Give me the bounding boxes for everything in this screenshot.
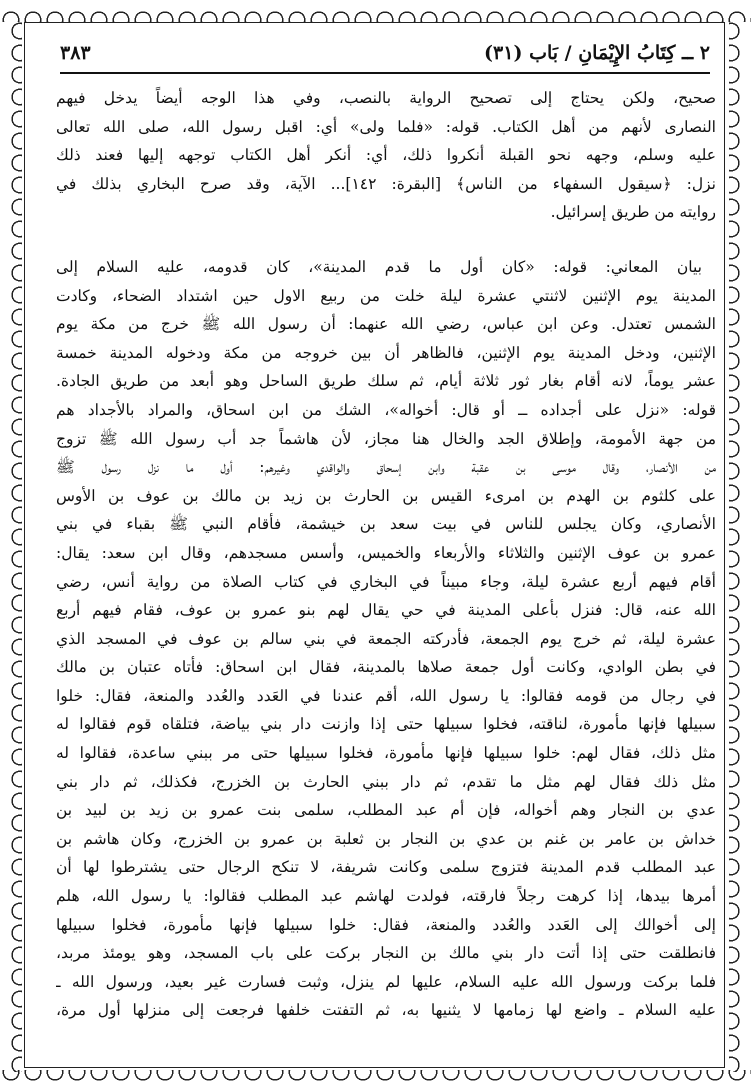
text-line: مثل ذلك، فقال لهم: خلوا سبيلها فإنها مأمورة، فخلوا سبيلها حتى مر ببني ساعدة، فقالوا له [56, 744, 716, 763]
page-header [60, 38, 710, 74]
text-line: سبيلها فإنها مأمورة، لناقته، فخلوا سبيلها حتى إذا وازنت دار بني بياضة، فتلقاه قوم فقالوا له [56, 715, 716, 734]
text-line: الشمس تعتدل. وعن ابن عباس، رضي الله عنهما: أن رسول الله ﷺ خرج من مكة يوم [56, 315, 716, 334]
text-line: عليه السلام ـ واضع لها زمامها لا يثنيها به، ثم التفتت خلفها فرجعت إلى منزلها أول مرة، [56, 1001, 716, 1020]
text-line: فانطلقت حتى إذا أتت دار بني مالك بن النجار بركت على باب المسجد، وهو يومئذ مربد، [56, 944, 716, 963]
text-line: في رجال من قومه فقالوا: يا رسول الله، أقم عندنا في العَدد والعُدد والمنعة، فقال: خلوا [56, 686, 716, 705]
decorative-border-left [0, 20, 22, 1072]
text-line: عشر يوماً، لانه أقام بغار ثور ثلاثة أيام، ثم سلك طريق الساحل وهو أبعد من طريق الجادة. [56, 372, 716, 391]
text-line: على كلثوم بن الهدم بن امرىء القيس بن الحارث بن زيد بن مالك بن عوف بن الأوس [56, 486, 716, 505]
text-line: عليه وسلم، وجهه نحو القبلة أنكروا ذلك، أي: أنكر أهل الكتاب توجهه إليها فعند ذلك [56, 146, 716, 165]
page-number: ٣٨٣ [60, 42, 91, 64]
decorative-border-right [729, 20, 751, 1072]
text-line: الله عنه، قال: فنزل بأعلى المدينة في حي يقال لهم بنو عمرو بن عوف، فقام فيهم أربع [56, 601, 716, 620]
text-line: عمرو بن عوف الإثنين والثلاثاء والأربعاء والخميس، وأسس مسجدهم، وقال ابن سعد: يقال: [56, 543, 716, 562]
body-text [56, 84, 716, 1025]
text-line: خداش بن عامر بن غنم بن عدي بن النجار بن ثعلبة بن عمرو بن الخزرج، وكان هاشم بن [56, 829, 716, 848]
text-line: من الأنصار، وقال موسى بن عقبة وابن إسحاق والواقدي وغيرهم: أول ما نزل رسول ﷺ [56, 458, 716, 477]
paragraph-gap [56, 227, 716, 253]
text-line: النصارى لأنهم من أهل الكتاب. قوله: «فلما ولى» أي: اقبل رسول الله، صلى الله تعالى [56, 117, 716, 136]
text-line: عدي بن النجار وهم أخواله، فإن أم عبد المطلب، سلمى بنت عمرو بن زيد بن لبيد بن [56, 801, 716, 820]
text-line: صحيح، ولكن يحتاج إلى تصحيح الرواية بالنصب، وفي هذا الوجه أيضاً يدخل فيهم [56, 89, 716, 107]
text-line: فلما بركت ورسول الله عليه السلام، عليها لم ينزل، وثبت فسارت غير بعيد، ورسول الله ـ [56, 972, 716, 991]
text-line: أقام فيهم أربع عشرة ليلة، وجاء مبيناً في البخاري في كتاب الصلاة من رواية أنس، رضي [56, 572, 716, 591]
text-line: نزل: ﴿سيقول السفهاء من الناس﴾ [البقرة: ١٤٢]... الآية، وقد صرح البخاري بذلك في [56, 174, 716, 193]
text-line: بيان المعاني: قوله: «كان أول ما قدم المدينة»، كان قدومه، عليه السلام إلى [56, 257, 702, 276]
running-head: ٢ ــ كِتَابُ الإِيْمَانِ / بَاب (٣١) [484, 42, 710, 64]
text-line: قوله: «نزل على أجداده ــ أو قال: أخواله»، الشك من ابن اسحاق، والمراد بالأجداد هم [56, 400, 716, 419]
text-line: عبد المطلب قدم المدينة فتزوج سلمى وكانت شريفة، لا تنكح الرجال حتى يشترطوا لها أن [56, 858, 716, 877]
text-line: روايته من طريق إسرائيل. [550, 203, 716, 222]
text-line: من جهة الأمومة، وإطلاق الجد والخال هنا مجاز، لأن هاشماً جد أب رسول الله ﷺ تزوج [56, 429, 716, 448]
text-line: في بطن الوادي، وكانت أول جمعة صلاها بالمدينة، فقال ابن اسحاق: فأتاه عتبان بن مالك [56, 658, 716, 677]
text-line: أمرها بيدها، إذا كرهت رجلاً فارقته، فولدت لهاشم عبد المطلب فقالوا: يا رسول الله، هلم [56, 887, 716, 906]
text-line: المدينة يوم الإثنين لاثنتي عشرة ليلة خلت من ربيع الاول حين اشتداد الضحاء، وكادت [56, 286, 716, 305]
text-line: عشرة ليلة، ثم خرج يوم الجمعة، فأدركته الجمعة في بني سالم بن عوف في المسجد الذي [56, 629, 716, 648]
text-line: الأنصاري، وكان يجلس للناس في بيت سعد بن خيشمة، فأقام النبي ﷺ بقباء في بني [56, 515, 716, 534]
decorative-border-bottom [0, 1070, 751, 1092]
text-line: إلى أخوالك إلى العَدد والعُدد والمنعة، فقال: خلوا سبيلها فإنها مأمورة، فخلوا سبيلها [56, 915, 716, 934]
text-line: مثل ذلك فقال لهم مثل ما تقدم، ثم دار ببني الحارث بن الخزرج، فكذلك، ثم دار بني [56, 772, 716, 791]
decorative-border-top [0, 0, 751, 22]
text-line: الإثنين، ودخل المدينة يوم الإثنين، فالظاهر أن بين خروجه من مكة ودخوله المدينة خمسة [56, 343, 716, 362]
